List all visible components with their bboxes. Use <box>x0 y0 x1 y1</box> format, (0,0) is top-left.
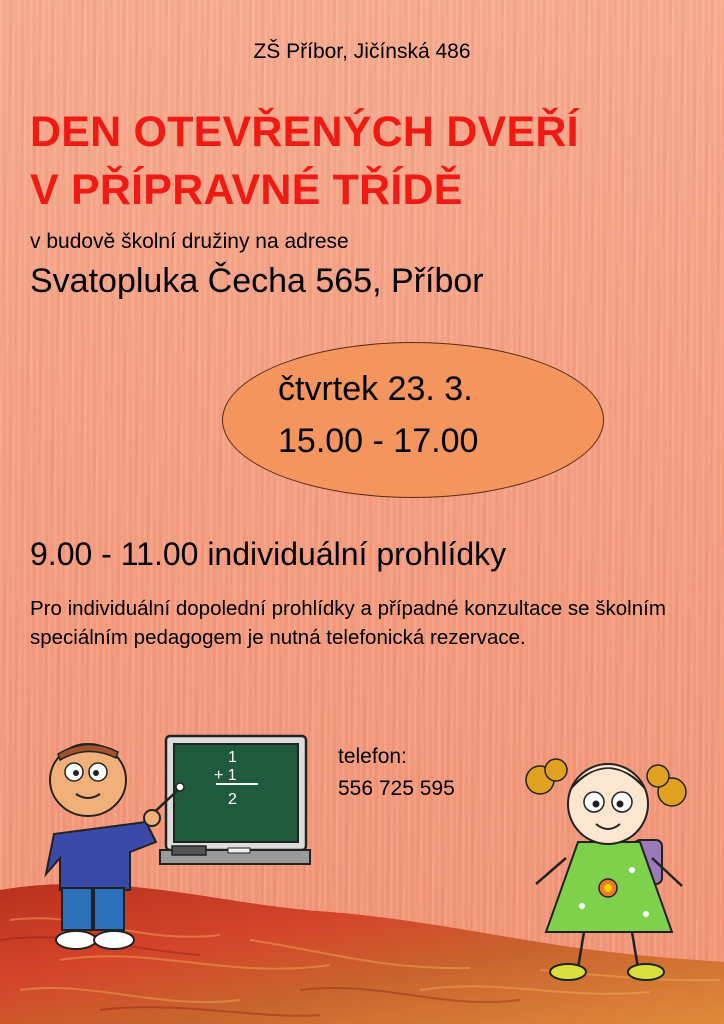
girl-illustration <box>522 746 698 994</box>
event-time: 15.00 - 17.00 <box>278 422 479 460</box>
location-intro: v budově školní družiny na adrese <box>30 230 349 253</box>
blackboard-line-1: 1 <box>228 749 237 766</box>
title-line-2: V PŘÍPRAVNÉ TŘÍDĚ <box>30 166 463 214</box>
blackboard-line-3: 2 <box>228 791 237 808</box>
location-address: Svatopluka Čecha 565, Příbor <box>30 262 484 300</box>
title-line-1: DEN OTEVŘENÝCH DVEŘÍ <box>30 108 579 156</box>
event-oval <box>222 342 604 498</box>
individual-heading: 9.00 - 11.00 individuální prohlídky <box>30 536 507 572</box>
phone-number: 556 725 595 <box>338 777 455 800</box>
blackboard-line-2: + 1 <box>214 767 237 784</box>
individual-text: Pro individuální dopolední prohlídky a případné konzultace se školním speciálním pedagogem je nutná telefonická rezervace. <box>30 597 666 649</box>
event-day: čtvrtek 23. 3. <box>278 370 473 408</box>
boy-illustration <box>38 738 188 962</box>
phone-label: telefon: <box>338 745 407 768</box>
school-header: ZŠ Příbor, Jičínská 486 <box>253 40 471 63</box>
